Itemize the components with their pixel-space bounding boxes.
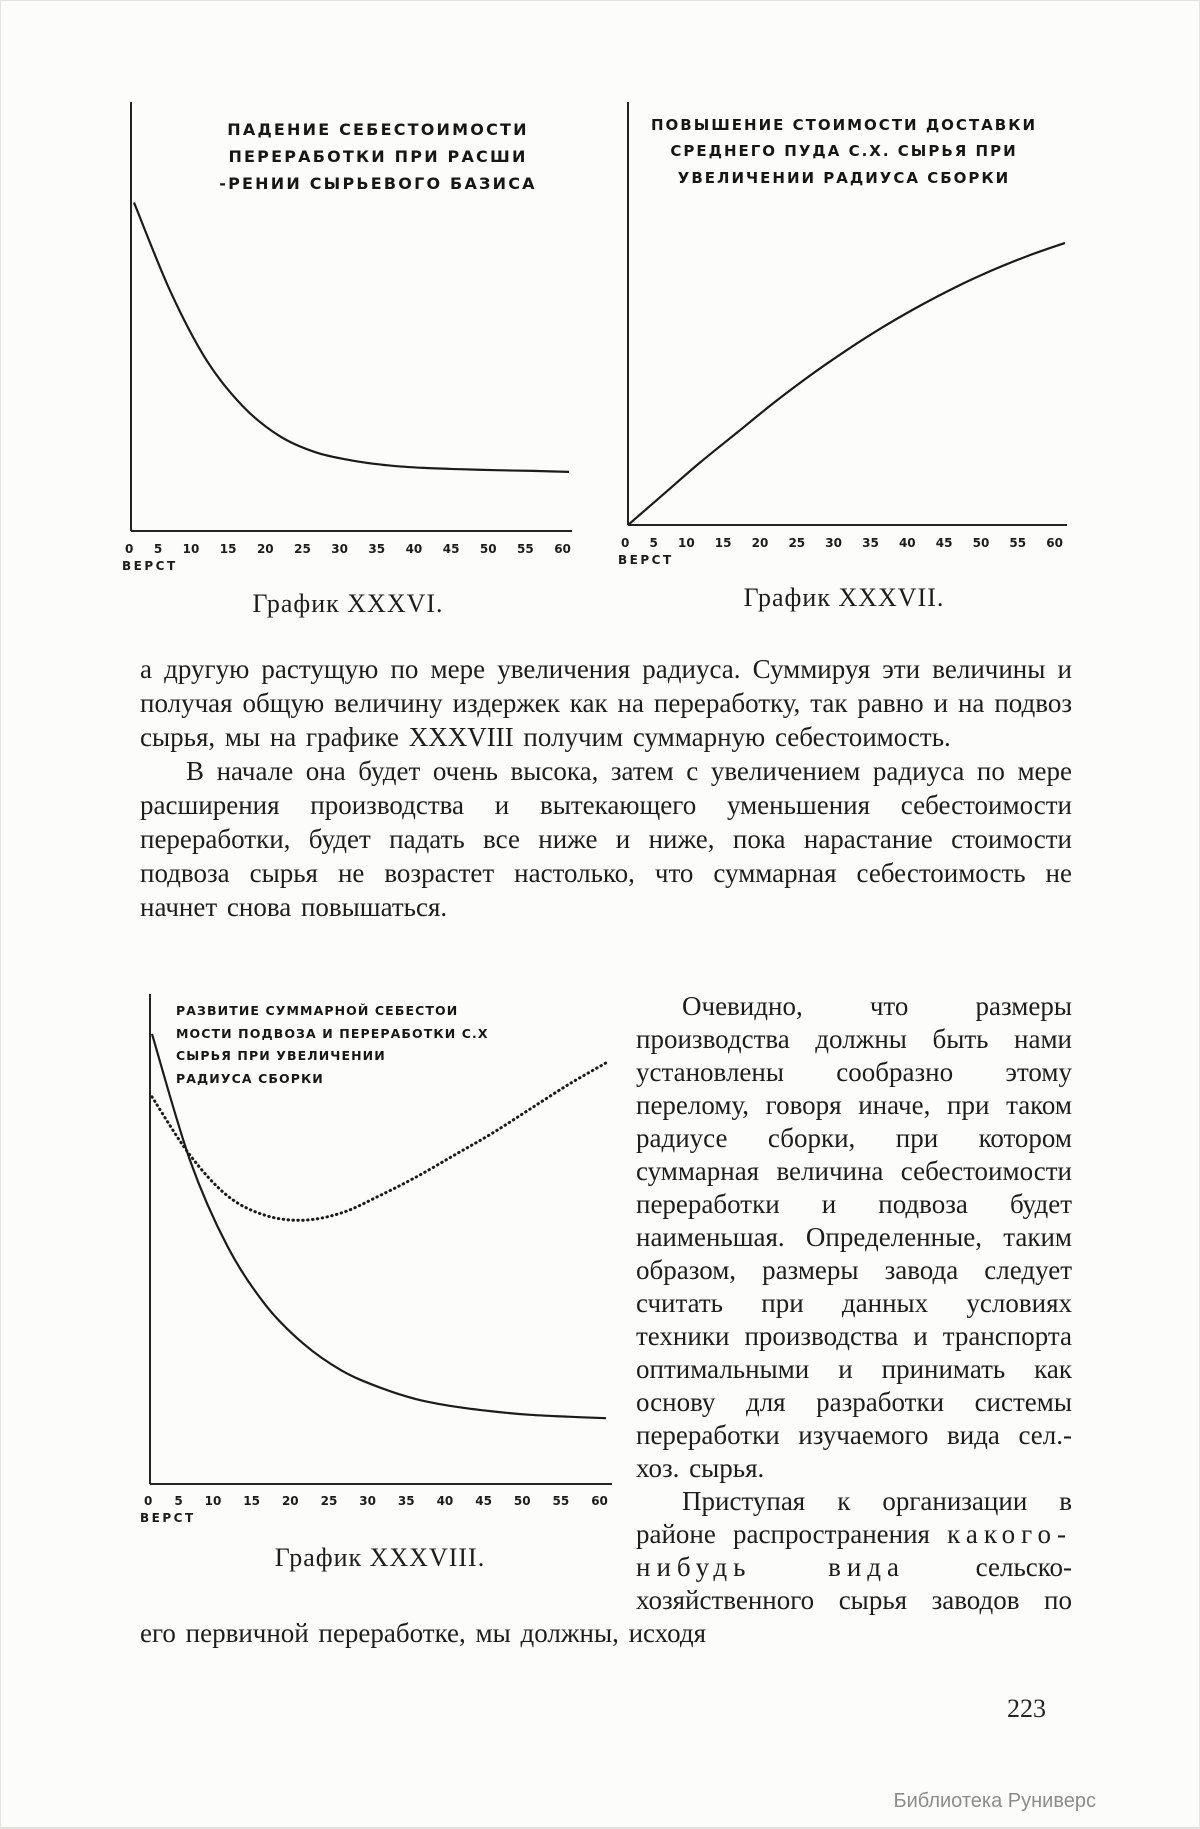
list-item-label: 10 xyxy=(204,1494,222,1508)
chart38-x-ticks xyxy=(144,1494,608,1508)
list-item-label: РАДИУСА СБОРКИ xyxy=(176,1070,324,1086)
list-item-label: 45 xyxy=(442,542,460,556)
list-item-label: 30 xyxy=(331,542,348,556)
list-item-label: 55 xyxy=(1009,536,1027,550)
figure-grafik-xxxvi xyxy=(122,98,574,619)
lower-section xyxy=(140,990,1072,1650)
list-item-label: 45 xyxy=(935,536,953,550)
emphasized-text: какого-нибудь вида xyxy=(636,1519,1072,1582)
list-item-label: 35 xyxy=(862,536,879,550)
list-item-label: 50 xyxy=(479,542,497,556)
list-item-label: 35 xyxy=(397,1494,415,1508)
list-item-label: 30 xyxy=(825,536,842,550)
chart38-x-axis-label: ВЕРСТ xyxy=(140,1511,196,1525)
list-item-label: 15 xyxy=(714,536,732,550)
chart36-caption: График XXXVI. xyxy=(252,589,444,618)
figure-grafik-xxxvii xyxy=(618,98,1070,613)
list-item-label: 40 xyxy=(898,536,916,550)
paragraph-optimal-radius: Очевидно, что размеры производства должны быть нами установлены сообразно этому перелому, говоря иначе, при таком радиусе сборки, при котором суммарная величина себестоимости переработки и подвоза будет наименьшая. Определенные, таким образом, размеры завода следует считать при данных условиях техники производства и транспорта оптимальными и принимать как основу для разработки системы переработки изучаемого вида сел.-хоз. сырья. xyxy=(636,991,1072,1483)
text-run-prefix: Приступая к организации в районе распространения xyxy=(636,1486,1072,1549)
chart37-title xyxy=(632,112,1056,191)
list-item-label: СЫРЬЯ ПРИ УВЕЛИЧЕНИИ xyxy=(176,1048,386,1063)
paragraph-sum-intro: а другую растущую по мере увеличения радиуса. Суммируя эти величины и получая общую величину издержек как на переработку, так равно и на подвоз сырья, мы на графике XXXVIII получим суммарную себестоимость. xyxy=(140,654,1072,752)
chart37-caption: График XXXVII. xyxy=(743,583,945,612)
list-item-label: МОСТИ ПОДВОЗА И ПЕРЕРАБОТКИ С.Х xyxy=(176,1025,489,1041)
list-item-label: ПОВЫШЕНИЕ СТОИМОСТИ ДОСТАВКИ xyxy=(650,116,1038,134)
list-item-label: 10 xyxy=(182,542,200,556)
list-item-label: 35 xyxy=(368,542,386,556)
list-item-label: 25 xyxy=(294,542,311,556)
list-item-label: ПЕРЕРАБОТКИ ПРИ РАСШИ xyxy=(228,147,528,167)
chart37-curve-delivery-cost xyxy=(628,243,1065,525)
text-run-suffix: сельско-хозяйственного сырья заводов по его первичной переработке, мы должны, исходя xyxy=(140,1552,1072,1648)
list-item-label: 20 xyxy=(751,536,769,550)
list-item-label: РАЗВИТИЕ СУММАРНОЙ СЕБЕСТОИ xyxy=(176,1003,459,1018)
list-item-label: 30 xyxy=(359,1494,376,1508)
list-item-label: 50 xyxy=(972,536,990,550)
list-item-label: 10 xyxy=(677,536,695,550)
chart37-x-axis-label: ВЕРСТ xyxy=(618,553,674,567)
chart36-x-axis-label: ВЕРСТ xyxy=(122,559,178,573)
list-item-label: 5 xyxy=(649,536,658,550)
chart38-curve-processing-cost xyxy=(152,1034,606,1418)
list-item-label: 20 xyxy=(256,542,274,556)
list-item-label: 15 xyxy=(243,1494,260,1508)
paragraph-curve-behaviour: В начале она будет очень высока, затем с увеличением радиуса по мере расширения производства и вытекающего уменьшения себестоимости переработки, будет падать все ниже и ниже, пока нарастание стоимости подвоза сырья не возрастет настолько, что суммарная себестоимость не начнет снова повышаться. xyxy=(140,756,1072,922)
chart38-caption: График XXXVIII. xyxy=(274,1543,486,1572)
list-item-label: -РЕНИИ СЫРЬЕВОГО БАЗИСА xyxy=(219,174,537,194)
list-item-label: УВЕЛИЧЕНИИ РАДИУСА СБОРКИ xyxy=(677,168,1011,187)
figure-grafik-xxxviii xyxy=(140,990,620,1611)
list-item-label: 60 xyxy=(1046,536,1063,550)
list-item-label: 0 xyxy=(621,536,630,550)
list-item-label: 5 xyxy=(174,1494,183,1508)
list-item-label: 45 xyxy=(475,1494,492,1508)
chart37-x-ticks xyxy=(621,536,1063,550)
chart36-curve-processing-cost xyxy=(134,203,569,472)
list-item-label: ПАДЕНИЕ СЕБЕСТОИМОСТИ xyxy=(227,120,529,139)
page-number: 223 xyxy=(1007,1694,1046,1723)
list-item-label: 60 xyxy=(591,1494,608,1508)
chart38-title xyxy=(176,1000,506,1090)
list-item-label: 0 xyxy=(144,1494,153,1508)
list-item-label: 5 xyxy=(153,542,163,556)
list-item-label: 60 xyxy=(554,542,571,556)
list-item-label: 40 xyxy=(405,542,423,556)
list-item-label: 40 xyxy=(436,1494,454,1508)
list-item-label: 25 xyxy=(788,536,806,550)
list-item-label: 0 xyxy=(125,542,134,556)
list-item-label: 15 xyxy=(219,542,237,556)
list-item-label: СРЕДНЕГО ПУДА С.Х. СЫРЬЯ ПРИ xyxy=(670,142,1018,161)
list-item-label: 50 xyxy=(513,1494,531,1508)
list-item-label: 20 xyxy=(281,1494,299,1508)
chart36-x-ticks xyxy=(125,542,571,556)
library-watermark: Библиотека Руниверс xyxy=(893,1790,1096,1812)
chart36-title xyxy=(210,116,546,198)
body-text-block xyxy=(140,652,1072,924)
list-item-label: 55 xyxy=(552,1494,570,1508)
list-item-label: 55 xyxy=(517,542,534,556)
list-item-label: 25 xyxy=(320,1494,338,1508)
